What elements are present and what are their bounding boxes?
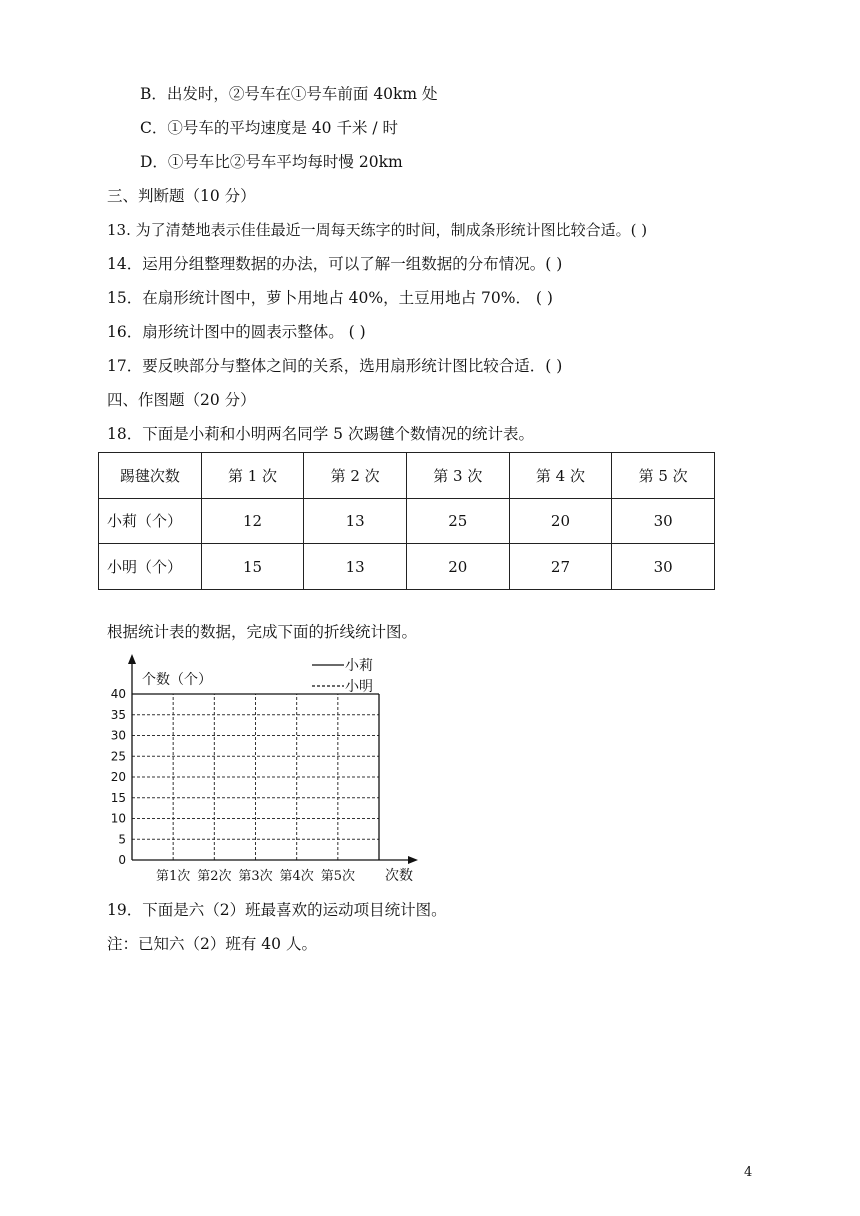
x-axis-label: 次数 bbox=[385, 868, 413, 884]
y-tick-label: 40 bbox=[110, 687, 126, 701]
question-15: 15．在扇形统计图中，萝卜用地占 40%，土豆用地占 70%． ( ) bbox=[107, 289, 553, 307]
table-header-cell: 第 1 次 bbox=[201, 453, 304, 499]
table-cell: 15 bbox=[201, 544, 304, 590]
x-tick-label: 第4次 bbox=[279, 869, 314, 884]
row-label: 小莉（个） bbox=[99, 498, 202, 544]
x-axis-arrow bbox=[408, 856, 418, 864]
table-cell: 12 bbox=[201, 498, 304, 544]
y-axis-label: 个数（个） bbox=[142, 672, 212, 688]
y-tick-label: 15 bbox=[110, 790, 126, 805]
table-header-cell: 第 4 次 bbox=[509, 453, 612, 499]
page-number: 4 bbox=[744, 1165, 753, 1180]
table-cell: 13 bbox=[304, 498, 407, 544]
table-cell: 13 bbox=[304, 544, 407, 590]
legend-label: 小明 bbox=[345, 679, 373, 695]
table-cell: 25 bbox=[406, 498, 509, 544]
section-heading-judgement: 三、判断题（10 分） bbox=[107, 187, 256, 205]
y-tick-label: 10 bbox=[110, 811, 126, 826]
table-header-cell: 第 3 次 bbox=[406, 453, 509, 499]
y-tick-label: 5 bbox=[118, 832, 126, 847]
question-19: 19．下面是六（2）班最喜欢的运动项目统计图。 bbox=[107, 901, 447, 919]
note: 注：已知六（2）班有 40 人。 bbox=[107, 935, 317, 953]
question-18: 18．下面是小莉和小明两名同学 5 次踢毽个数情况的统计表。 bbox=[107, 425, 534, 443]
x-tick-label: 第3次 bbox=[238, 869, 273, 884]
table-cell: 30 bbox=[612, 498, 715, 544]
table-header-cell: 第 2 次 bbox=[304, 453, 407, 499]
table-cell: 30 bbox=[612, 544, 715, 590]
table-cell: 20 bbox=[509, 498, 612, 544]
table-row bbox=[99, 498, 715, 544]
option-b: B．出发时，②号车在①号车前面 40km 处 bbox=[140, 85, 438, 103]
section-heading-drawing: 四、作图题（20 分） bbox=[107, 391, 256, 409]
line-chart bbox=[100, 652, 430, 892]
chart-instruction: 根据统计表的数据，完成下面的折线统计图。 bbox=[107, 623, 418, 641]
question-14: 14．运用分组整理数据的办法，可以了解一组数据的分布情况。( ) bbox=[107, 255, 563, 273]
y-axis-arrow bbox=[128, 654, 136, 664]
table-cell: 20 bbox=[406, 544, 509, 590]
y-tick-label: 30 bbox=[110, 728, 126, 743]
table-header-cell: 踢毽次数 bbox=[99, 453, 202, 499]
table-row bbox=[99, 544, 715, 590]
y-tick-label: 35 bbox=[110, 707, 126, 722]
question-13: 13. 为了清楚地表示佳佳最近一周每天练字的时间，制成条形统计图比较合适。( ) bbox=[107, 221, 648, 239]
y-tick-label: 20 bbox=[110, 770, 126, 784]
legend-label: 小莉 bbox=[345, 658, 373, 674]
option-c: C．①号车的平均速度是 40 千米 / 时 bbox=[140, 119, 399, 137]
x-tick-label: 第5次 bbox=[320, 869, 355, 884]
table-header-row bbox=[99, 453, 715, 499]
x-tick-label: 第2次 bbox=[197, 869, 232, 884]
y-tick-label: 25 bbox=[110, 749, 126, 764]
row-label: 小明（个） bbox=[99, 544, 202, 590]
table-cell: 27 bbox=[509, 544, 612, 590]
table-header-cell: 第 5 次 bbox=[612, 453, 715, 499]
shuttlecock-stats-table bbox=[98, 452, 715, 590]
x-tick-label: 第1次 bbox=[156, 869, 191, 884]
question-17: 17．要反映部分与整体之间的关系，选用扇形统计图比较合适．( ) bbox=[107, 357, 563, 375]
y-tick-label: 0 bbox=[118, 853, 126, 867]
option-d: D．①号车比②号车平均每时慢 20km bbox=[140, 153, 403, 171]
question-16: 16．扇形统计图中的圆表示整体。 ( ) bbox=[107, 323, 366, 341]
